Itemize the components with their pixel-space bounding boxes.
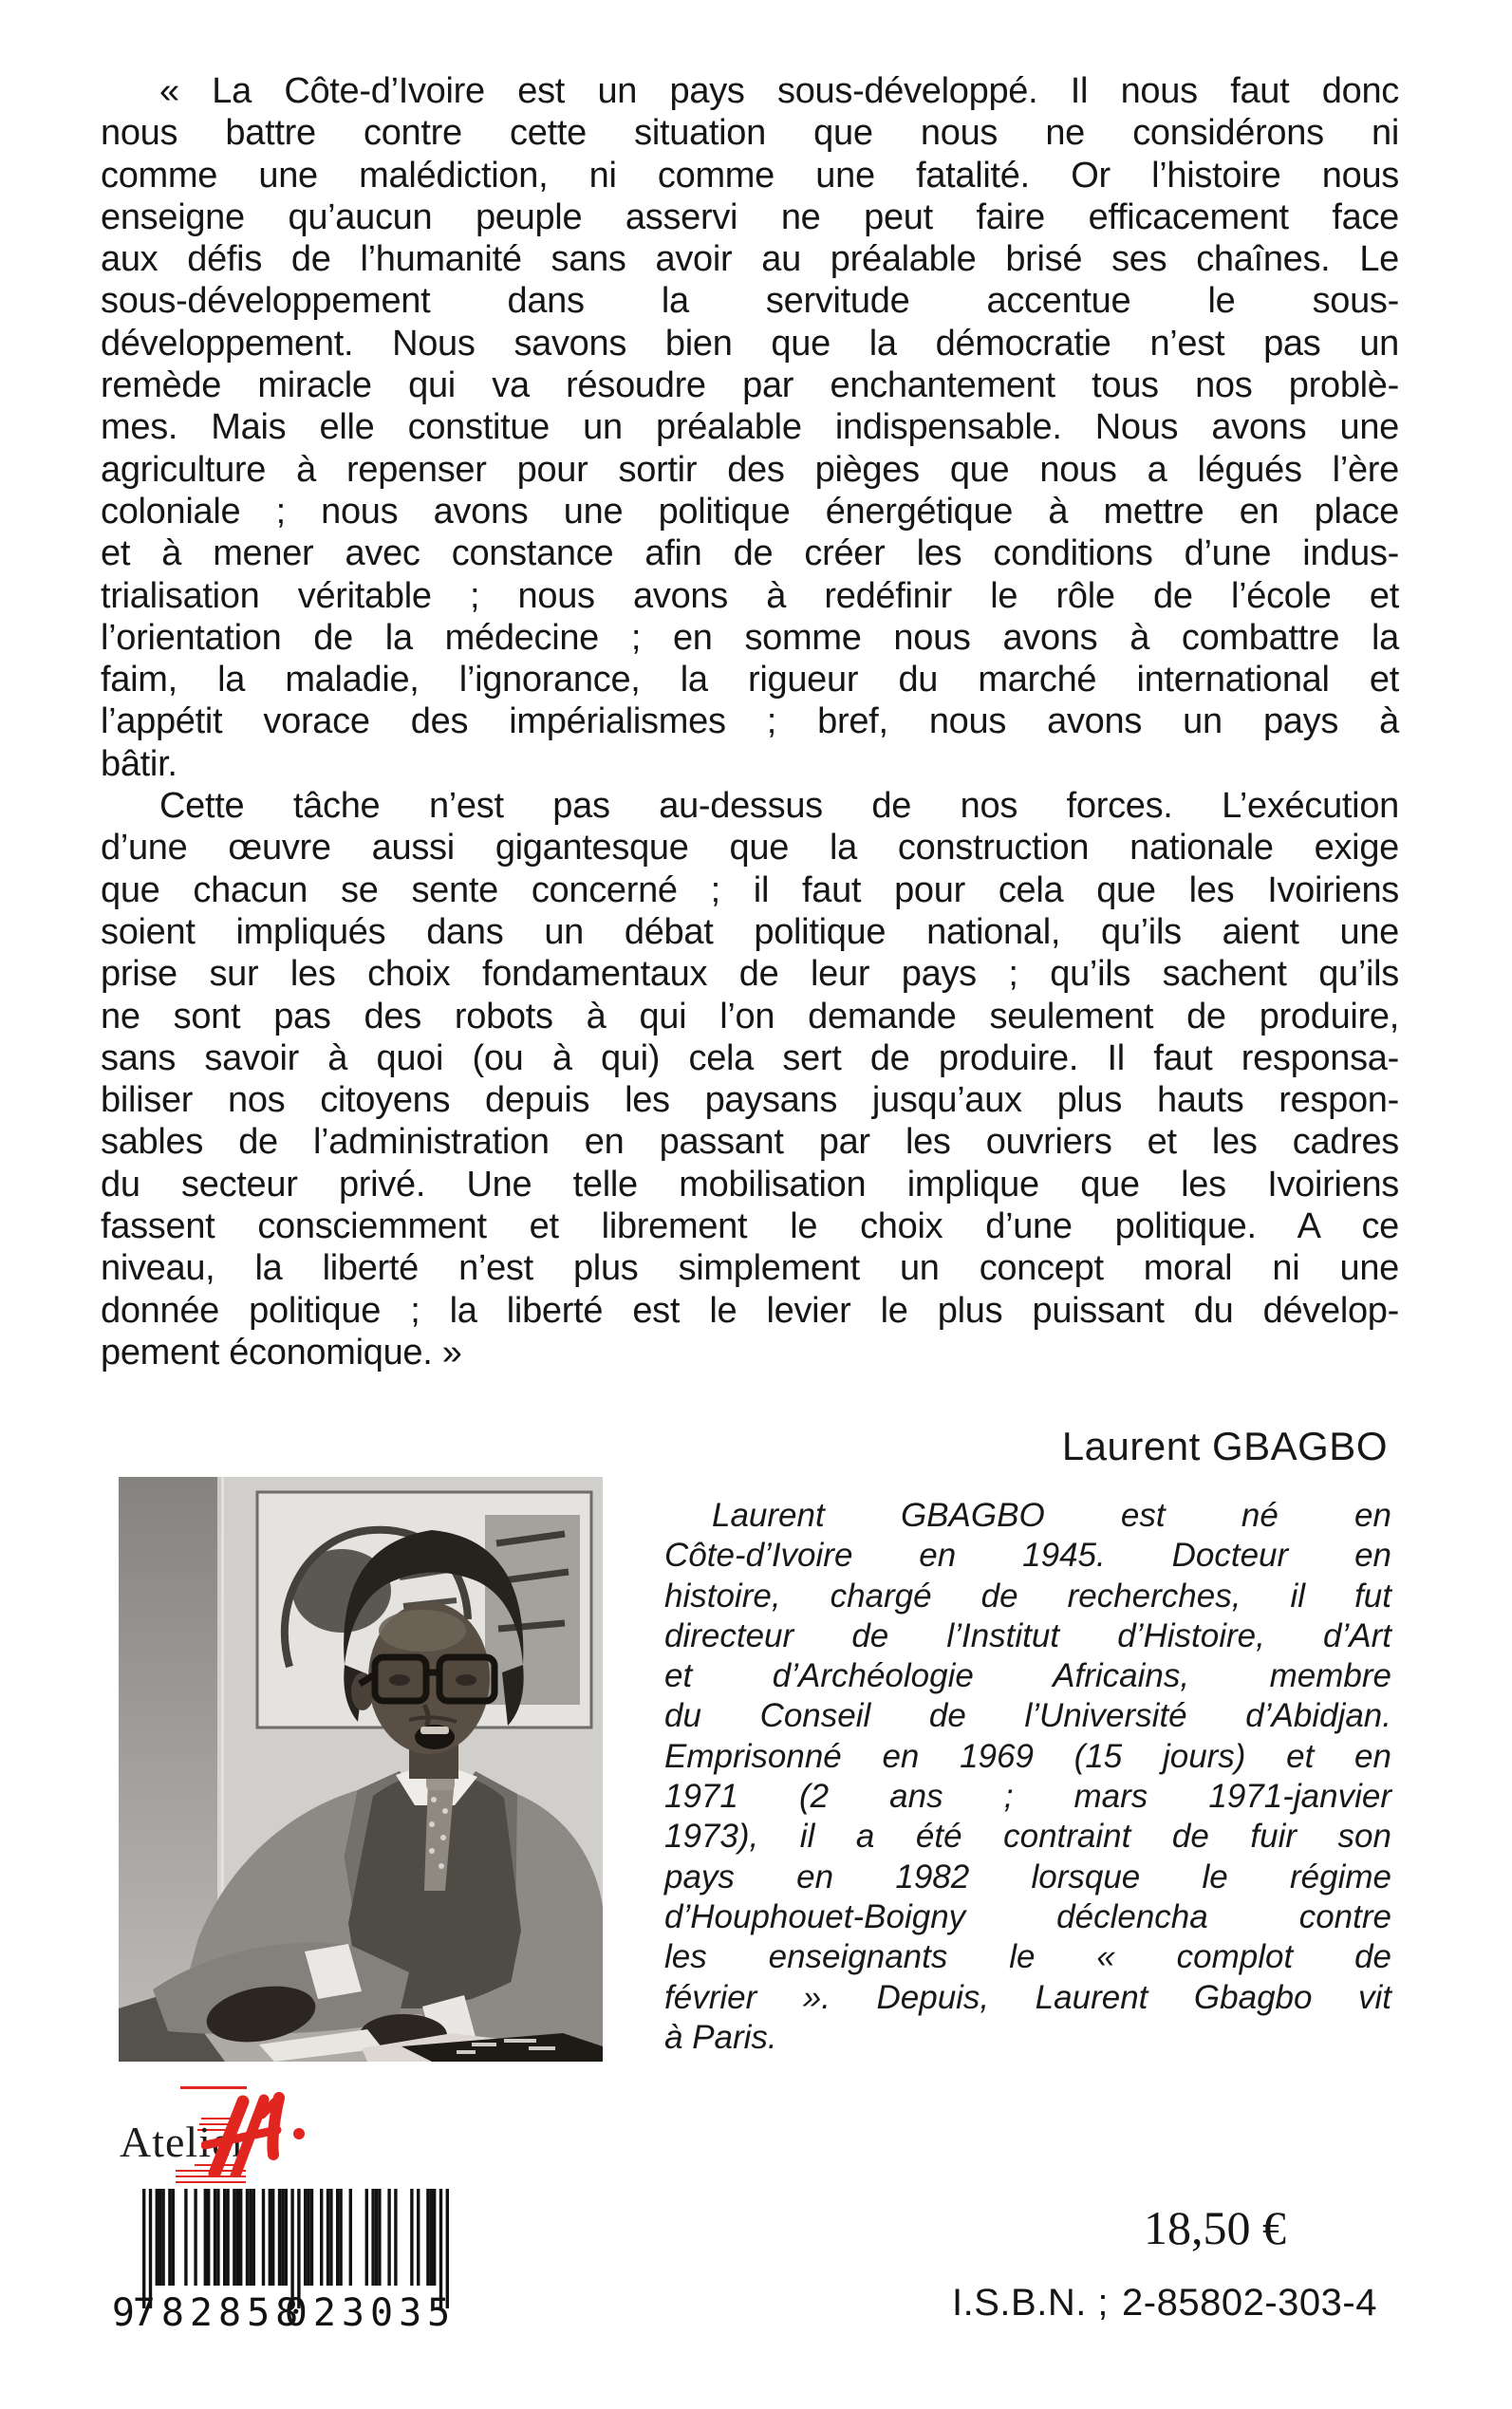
text-line: à Paris. <box>664 2018 777 2056</box>
author-credit: Laurent GBAGBO <box>1061 1424 1388 1468</box>
author-bio <box>664 1496 1391 2058</box>
text-line: faim, la maladie, l’ignorance, la rigueur du marché international et <box>101 660 1399 700</box>
isbn-label: I.S.B.N. ; <box>952 2282 1110 2324</box>
glasses <box>360 1657 495 1701</box>
barcode-digits: 023035 <box>284 2291 457 2331</box>
text-line: 1971 (2 ans ; mars 1971-janvier <box>664 1778 1391 1816</box>
quote-paragraph-1 <box>101 70 1399 785</box>
text-line: remède miracle qui va résoudre par enchantement tous nos problè- <box>101 365 1399 406</box>
text-line: et à mener avec constance afin de créer les conditions d’une indus- <box>101 533 1399 574</box>
text-line: donnée politique ; la liberté est le levier le plus puissant du dévelop- <box>101 1290 1399 1331</box>
text-line: comme une malédiction, ni comme une fatalité. Or l’histoire nous <box>101 155 1399 196</box>
text-line: pays en 1982 lorsque le régime <box>664 1858 1391 1895</box>
barcode-digits: 782858 <box>132 2291 305 2331</box>
text-line: ne sont pas des robots à qui l’on demande seulement de produire, <box>101 996 1399 1036</box>
red-rule-icon <box>176 2181 246 2183</box>
text-line: que chacun se sente concerné ; il faut pour cela que les Ivoiriens <box>101 869 1399 910</box>
publisher-logo <box>114 2081 342 2187</box>
text-line: enseigne qu’aucun peuple asservi ne peut faire efficacement face <box>101 196 1399 237</box>
text-line: et d’Archéologie Africains, membre <box>664 1657 1391 1695</box>
text-line: fassent consciemment et librement le choix d’une politique. A ce <box>101 1206 1399 1247</box>
text-line: prise sur les choix fondamentaux de leur pays ; qu’ils sachent qu’ils <box>101 954 1399 995</box>
text-line: d’une œuvre aussi gigantesque que la construction nationale exige <box>101 828 1399 868</box>
text-line: mes. Mais elle constitue un préalable indispensable. Nous avons une <box>101 407 1399 448</box>
text-line: biliser nos citoyens depuis les paysans jusqu’aux plus hauts respon- <box>101 1080 1399 1121</box>
isbn-value: 2-85802-303-4 <box>1122 2282 1377 2324</box>
text-line: pement économique. » <box>101 1332 462 1373</box>
red-rule-icon <box>180 2086 247 2089</box>
text-line: Emprisonné en 1969 (15 jours) et en <box>664 1737 1391 1775</box>
barcode <box>106 2189 467 2331</box>
author-photo <box>119 1477 603 2062</box>
publisher-name: Atelier <box>120 2118 248 2166</box>
publisher-mark-icon <box>201 2092 315 2176</box>
text-line: nous battre contre cette situation que nous ne considérons ni <box>101 113 1399 154</box>
text-line: sous-développement dans la servitude accentue le sous- <box>101 281 1399 322</box>
text-line: trialisation véritable ; nous avons à redéfinir le rôle de l’école et <box>101 575 1399 616</box>
text-line: coloniale ; nous avons une politique énergétique à mettre en place <box>101 491 1399 532</box>
text-line: histoire, chargé de recherches, il fut <box>664 1577 1391 1615</box>
text-line: agriculture à repenser pour sortir des pièges que nous a légués l’ère <box>101 449 1399 490</box>
text-line: aux défis de l’humanité sans avoir au préalable brisé ses chaînes. Le <box>101 239 1399 280</box>
text-line: les enseignants le « complot de <box>664 1938 1391 1976</box>
barcode-bars <box>106 2189 467 2331</box>
text-line: « La Côte-d’Ivoire est un pays sous-développé. Il nous faut donc <box>159 71 1399 111</box>
text-line: l’appétit vorace des impérialismes ; bref, nous avons un pays à <box>101 701 1399 742</box>
text-line: Côte-d’Ivoire en 1945. Docteur en <box>664 1537 1391 1575</box>
back-cover-quote <box>101 70 1399 1373</box>
text-line: du secteur privé. Une telle mobilisation implique que les Ivoiriens <box>101 1164 1399 1204</box>
barcode-digits: 9 <box>111 2291 135 2331</box>
author-photo-illustration <box>119 1477 603 2062</box>
text-line: sables de l’administration en passant par les ouvriers et les cadres <box>101 1122 1399 1163</box>
text-line: développement. Nous savons bien que la démocratie n’est pas un <box>101 323 1399 364</box>
text-line: du Conseil de l’Université d’Abidjan. <box>664 1697 1391 1735</box>
text-line: d’Houphouet-Boigny déclencha contre <box>664 1897 1391 1935</box>
text-line: février ». Depuis, Laurent Gbagbo vit <box>664 1978 1391 2016</box>
text-line: Laurent GBAGBO est né en <box>712 1497 1391 1534</box>
price: 18,50 € <box>1144 2201 1286 2254</box>
text-line: 1973), il a été contraint de fuir son <box>664 1818 1391 1856</box>
text-line: Cette tâche n’est pas au-dessus de nos forces. L’exécution <box>159 786 1399 827</box>
text-line: soient impliqués dans un débat politique national, qu’ils aient une <box>101 911 1399 952</box>
text-line: directeur de l’Institut d’Histoire, d’Art <box>664 1616 1391 1654</box>
quote-paragraph-2 <box>101 785 1399 1373</box>
text-line: niveau, la liberté n’est plus simplement un concept moral ni une <box>101 1248 1399 1289</box>
isbn-line <box>952 2282 1377 2325</box>
red-rule-icon <box>176 2176 246 2177</box>
text-line: l’orientation de la médecine ; en somme nous avons à combattre la <box>101 617 1399 658</box>
text-line: sans savoir à quoi (ou à qui) cela sert de produire. Il faut responsa- <box>101 1037 1399 1078</box>
text-line: bâtir. <box>101 743 177 784</box>
